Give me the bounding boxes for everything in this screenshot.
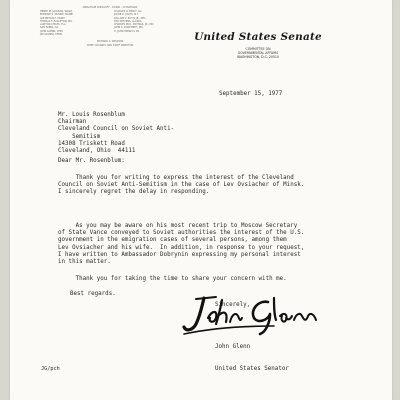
- closing: Sincerely,: [215, 302, 251, 308]
- roster-staff: [40, 40, 180, 46]
- roster-member: TED STEVENS, ALASKA: [114, 19, 142, 23]
- roster-member: JACOB K. JAVITS, N.Y.: [114, 13, 139, 17]
- letterhead-line: GOVERNMENTAL AFFAIRS: [237, 51, 279, 56]
- roster-member: LAWTON CHILES, FLA.: [40, 23, 67, 27]
- roster-member: WILLIAM V. ROTH, JR., DEL.: [114, 16, 147, 20]
- typist-initials: JG/pch: [41, 366, 60, 372]
- roster-left-column: [40, 10, 106, 36]
- roster-member: CHARLES H. PERCY, ILL.: [114, 10, 143, 13]
- letterhead-line: COMMITTEE ON: [245, 47, 271, 51]
- body-paragraph-2: As you may be aware on his most recent trip to Moscow Secretary of State Vance conveyed to Soviet authorities the interest of the U.S. government in the emigration cases of several persons, among them Lev Ovsiacher and his wife. In addition, in response to your request, I have written to Ambassador Dobrynin expressing my personal interest in this matter.: [58, 223, 305, 266]
- signer-title: United States Senator: [215, 366, 289, 373]
- staff-name: RICHARD A. WEGMAN: [96, 40, 124, 44]
- roster-member: SAM NUNN, GA.: [40, 26, 59, 30]
- roster-chairman: ABRAHAM RIBICOFF, CONN., CHAIRMAN: [82, 6, 138, 9]
- roster-member: JOHN GLENN, OHIO: [40, 29, 63, 33]
- salutation: Dear Mr. Rosenblum:: [58, 158, 125, 164]
- letter-page: [10, 0, 392, 400]
- committee-roster: [40, 6, 180, 47]
- body-paragraph-1: Thank you for writing to express the interest of the Cleveland Council on Soviet Anti-Semitism in the case of Lev Ovsiacher of Minsk. I sincerely regret the delay in responding.: [58, 175, 305, 196]
- roster-member: EDMUND S. MUSKIE, MAINE: [40, 13, 73, 17]
- roster-right-column: [114, 10, 180, 36]
- best-regards: Best regards.: [70, 291, 116, 297]
- letterhead-title: United States Senate: [194, 31, 322, 43]
- recipient-address: Mr. Louis Rosenblum Chairman Cleveland Council on Soviet Anti- Semitism 14308 Triskett Road Cleveland, Ohio 44111: [58, 112, 175, 155]
- letter-date: September 15, 1977: [219, 91, 283, 97]
- letterhead: [188, 31, 328, 60]
- body-paragraph-3: Thank you for taking the time to share your concern with me.: [58, 276, 287, 282]
- letterhead-line: WASHINGTON, D.C. 20510: [237, 55, 279, 60]
- roster-member: JOHN C. DANFORTH, MO.: [114, 26, 144, 30]
- roster-member: HENRY M. JACKSON, WASH.: [40, 10, 73, 13]
- roster-member: H. JOHN HEINZ III, PA.: [114, 29, 140, 33]
- signer-name: John Glenn: [215, 344, 251, 351]
- roster-member: CHARLES MCC. MATHIAS, JR., MD.: [114, 23, 155, 27]
- signature-block: [215, 330, 289, 388]
- roster-member: JIM SASSER, TENN.: [40, 33, 63, 37]
- roster-member: THOMAS F. EAGLETON, MO.: [40, 19, 73, 23]
- staff-title: CHIEF COUNSEL AND STAFF DIRECTOR: [86, 43, 134, 47]
- roster-member: LEE METCALF, MONT.: [40, 16, 66, 20]
